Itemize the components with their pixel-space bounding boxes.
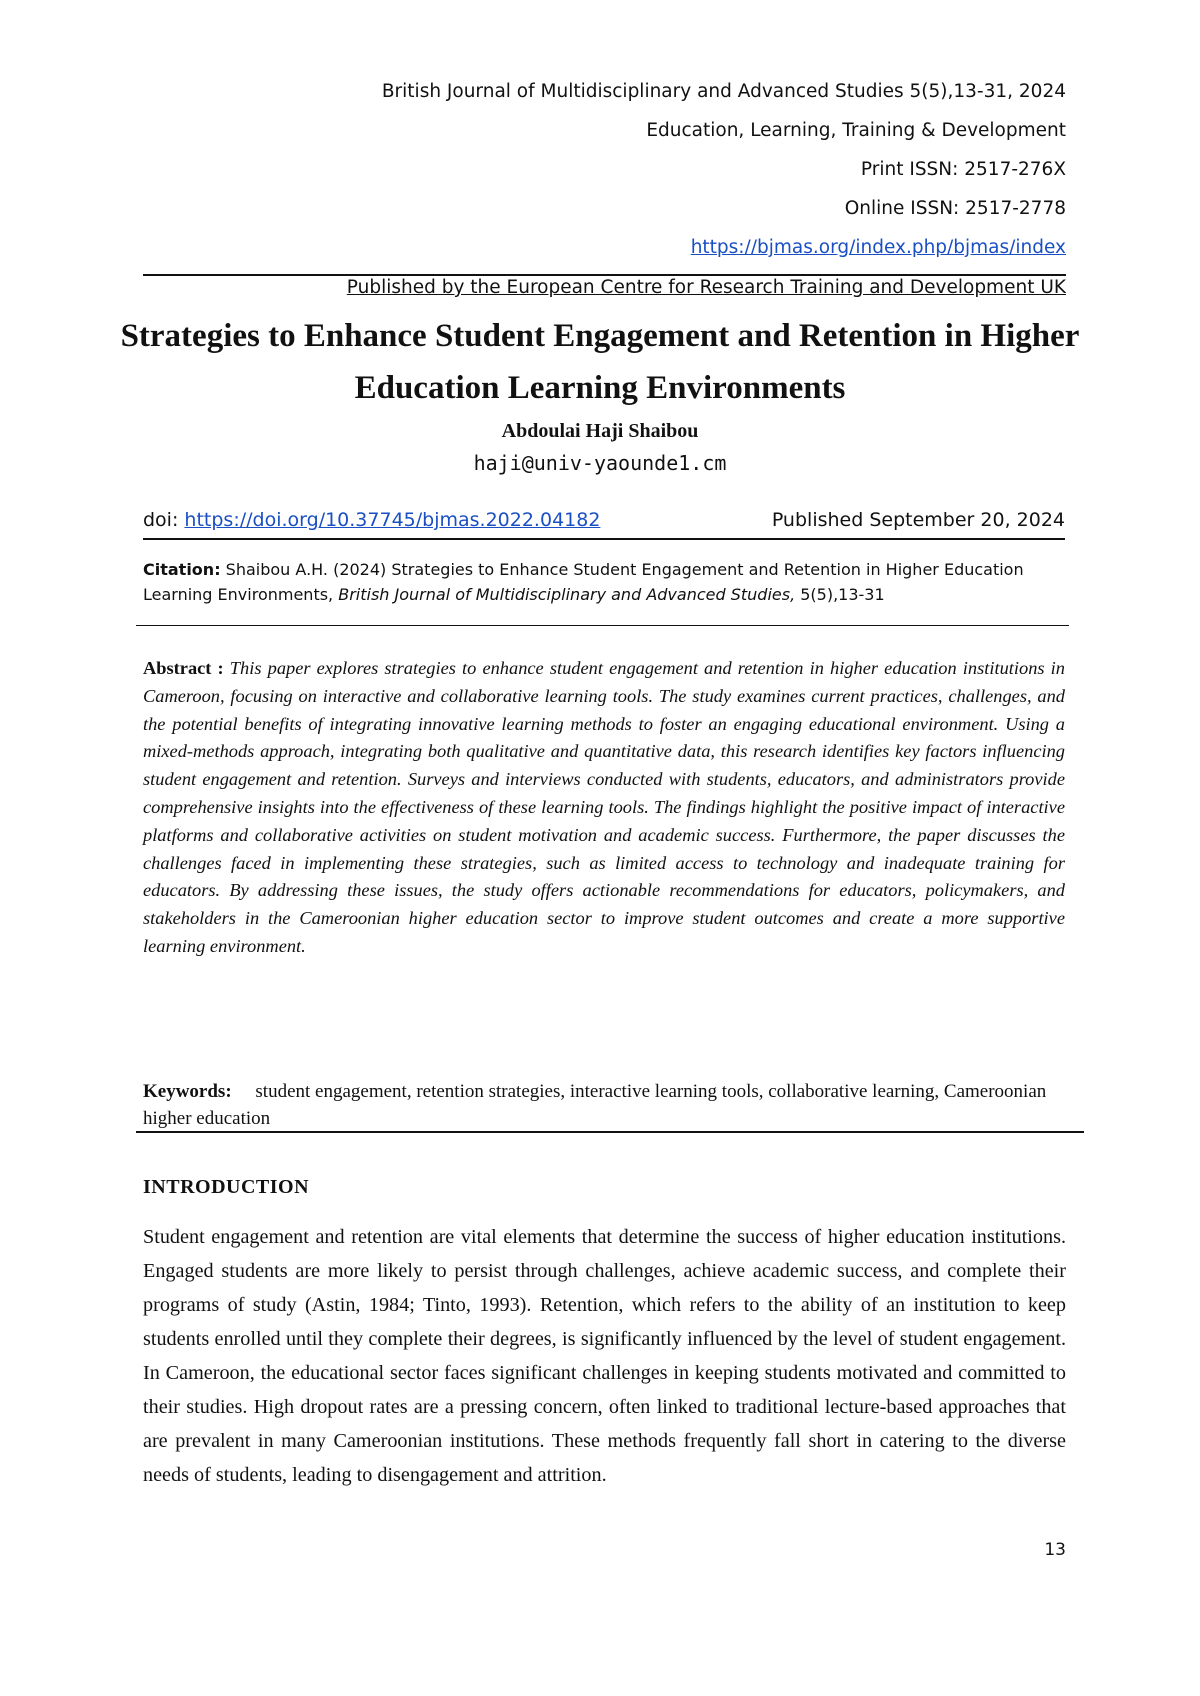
citation-journal: British Journal of Multidisciplinary and Advanced Studies, [338, 585, 796, 604]
abstract-text: This paper explores strategies to enhance student engagement and retention in higher education institutions in Cameroon, focusing on interactive and collaborative learning tools. The study examines current practices, challenges, and the potential benefits of integrating innovative learning methods to foster an engaging educational environment. Using a mixed-methods approach, integrating both qualitative and quantitative data, this research identifies key factors influencing student engagement and retention. Surveys and interviews conducted with students, educators, and administrators provide comprehensive insights into the effectiveness of these learning tools. The findings highlight the positive impact of interactive platforms and collaborative activities on student motivation and academic success. Furthermore, the paper discusses the challenges faced in implementing these strategies, such as limited access to technology and inadequate training for educators. By addressing these issues, the study offers actionable recommendations for educators, policymakers, and stakeholders in the Cameroonian higher education sector to improve student outcomes and create a more supportive learning environment. [143, 658, 1065, 956]
print-issn: Print ISSN: 2517-276X [860, 159, 1066, 180]
author-email: haji@univ-yaounde1.cm [473, 451, 727, 475]
citation-text: Shaibou A.H. (2024) Strategies to Enhance Student Engagement and Retention in Higher Education Learning Environments, [143, 560, 1024, 604]
abstract-label: Abstract : [143, 658, 224, 678]
journal-header [382, 72, 1066, 267]
keywords-label: Keywords: [143, 1081, 232, 1102]
paper-title: Strategies to Enhance Student Engagement and Retention in Higher Education Learning Environments [120, 318, 1080, 406]
author-name: Abdoulai Haji Shaibou [501, 420, 699, 442]
section-heading: INTRODUCTION [143, 1176, 310, 1198]
online-issn: Online ISSN: 2517-2778 [844, 198, 1066, 219]
citation-label: Citation: [143, 560, 221, 579]
abstract [143, 655, 1065, 961]
doi-row [143, 509, 1065, 540]
page-number: 13 [1044, 1540, 1066, 1560]
journal-url-link[interactable]: https://bjmas.org/index.php/bjmas/index [690, 237, 1066, 258]
keywords-text: student engagement, retention strategies, interactive learning tools, collaborative learning, Cameroonian higher education [143, 1081, 1047, 1129]
doi-link[interactable]: https://doi.org/10.37745/bjmas.2022.04182 [184, 509, 601, 531]
citation [143, 557, 1068, 607]
publisher-text: Published by the European Centre for Research Training and Development UK [346, 277, 1066, 298]
journal-section: Education, Learning, Training & Development [646, 120, 1066, 141]
divider [136, 625, 1069, 626]
divider [136, 1131, 1084, 1133]
journal-title: British Journal of Multidisciplinary and Advanced Studies 5(5),13-31, 2024 [381, 81, 1066, 102]
doi-label: doi: [143, 509, 179, 531]
intro-paragraph: Student engagement and retention are vital elements that determine the success of higher education institutions. Engaged students are more likely to persist through challenges, achieve academic success, and complete their programs of study (Astin, 1984; Tinto, 1993). Retention, which refers to the ability of an institution to keep students enrolled until they complete their degrees, is significantly influenced by the level of student engagement. In Cameroon, the educational sector faces significant challenges in keeping students motivated and committed to their studies. High dropout rates are a pressing concern, often linked to traditional lecture-based approaches that are prevalent in many Cameroonian institutions. These methods frequently fall short in catering to the diverse needs of students, leading to disengagement and attrition. [143, 1226, 1066, 1486]
citation-end: 5(5),13-31 [795, 585, 885, 604]
publisher-line [143, 274, 1066, 300]
published-date: Published September 20, 2024 [771, 509, 1065, 531]
keywords [143, 1078, 1073, 1132]
